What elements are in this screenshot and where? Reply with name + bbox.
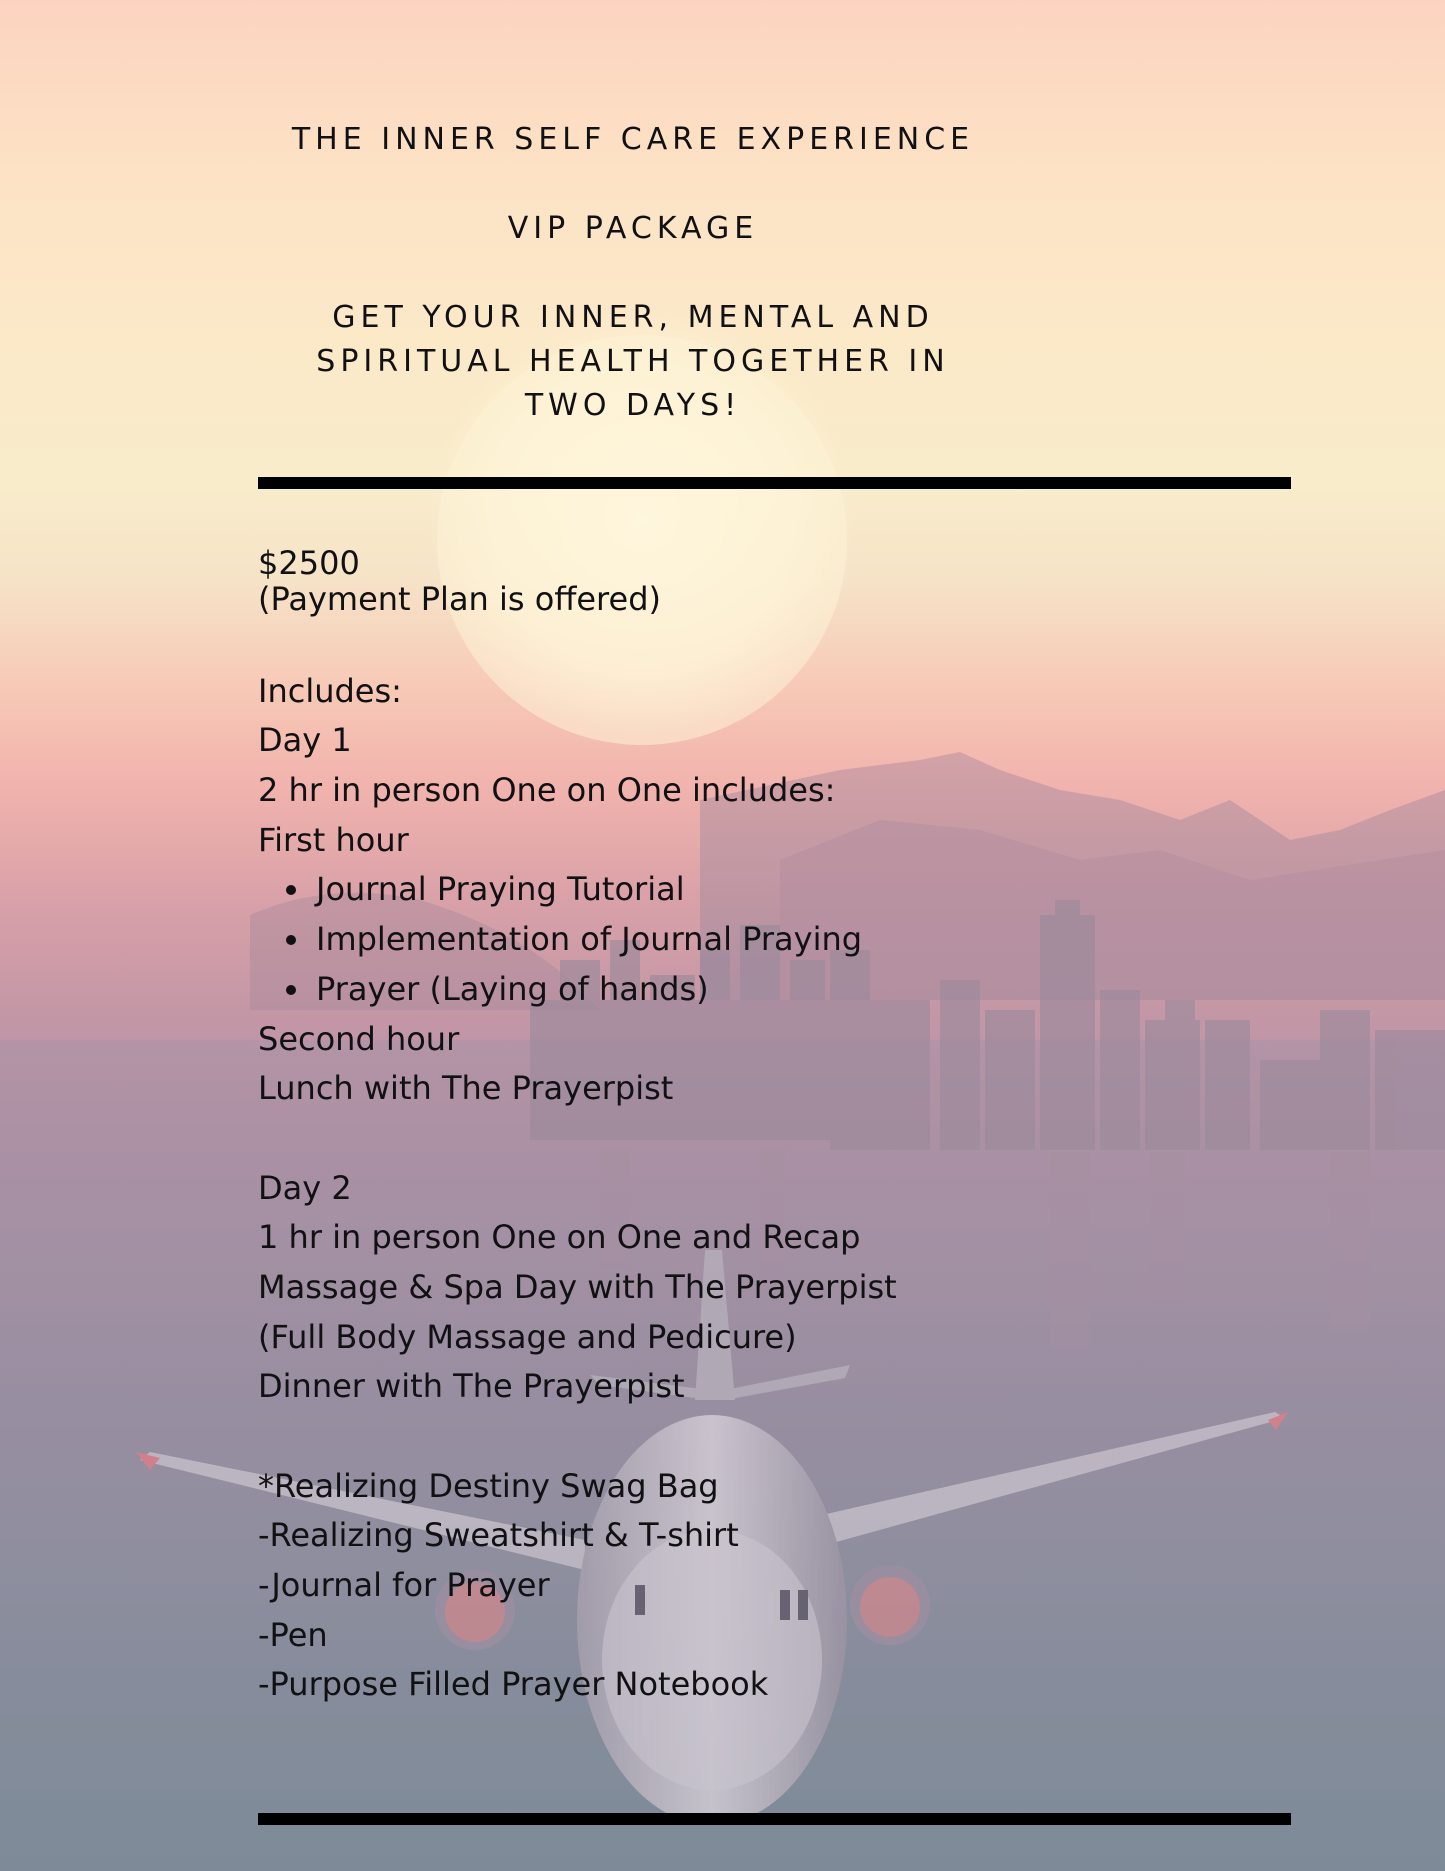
second-hour-label: Second hour (258, 1019, 460, 1058)
tagline-line: GET YOUR INNER, MENTAL AND (332, 300, 934, 335)
list-item: -Purpose Filled Prayer Notebook (258, 1665, 769, 1704)
divider-bottom (258, 1813, 1291, 1825)
package-details (258, 545, 1258, 1710)
list-item: -Realizing Sweatshirt & T-shirt (258, 1516, 739, 1555)
list-item: Massage & Spa Day with The Prayerpist (258, 1267, 897, 1306)
tagline-line: SPIRITUAL HEALTH TOGETHER IN (316, 344, 950, 379)
day2-title: Day 2 (258, 1168, 352, 1207)
list-item: Implementation of Journal Praying (316, 915, 1258, 965)
price: $2500 (258, 544, 360, 582)
list-item: Dinner with The Prayerpist (258, 1367, 685, 1406)
divider-top (258, 477, 1291, 489)
includes-label: Includes: (258, 671, 402, 710)
list-item: Prayer (Laying of hands) (316, 965, 1258, 1015)
tagline-line: TWO DAYS! (524, 388, 742, 423)
day1-session: 2 hr in person One on One includes: (258, 771, 836, 810)
payment-note: (Payment Plan is offered) (258, 580, 661, 618)
second-hour-item: Lunch with The Prayerpist (258, 1069, 674, 1108)
first-hour-list (258, 865, 1258, 1014)
page-title: THE INNER SELF CARE EXPERIENCE (291, 122, 975, 157)
package-name: VIP PACKAGE (507, 211, 759, 246)
list-item: Journal Praying Tutorial (316, 865, 1258, 915)
list-item: 1 hr in person One on One and Recap (258, 1218, 861, 1257)
list-item: (Full Body Massage and Pedicure) (258, 1317, 797, 1356)
list-item: -Pen (258, 1615, 328, 1654)
first-hour-label: First hour (258, 820, 409, 859)
tagline (258, 296, 1008, 428)
list-item: -Journal for Prayer (258, 1566, 550, 1605)
swag-title: *Realizing Destiny Swag Bag (258, 1466, 719, 1505)
day1-title: Day 1 (258, 721, 352, 760)
